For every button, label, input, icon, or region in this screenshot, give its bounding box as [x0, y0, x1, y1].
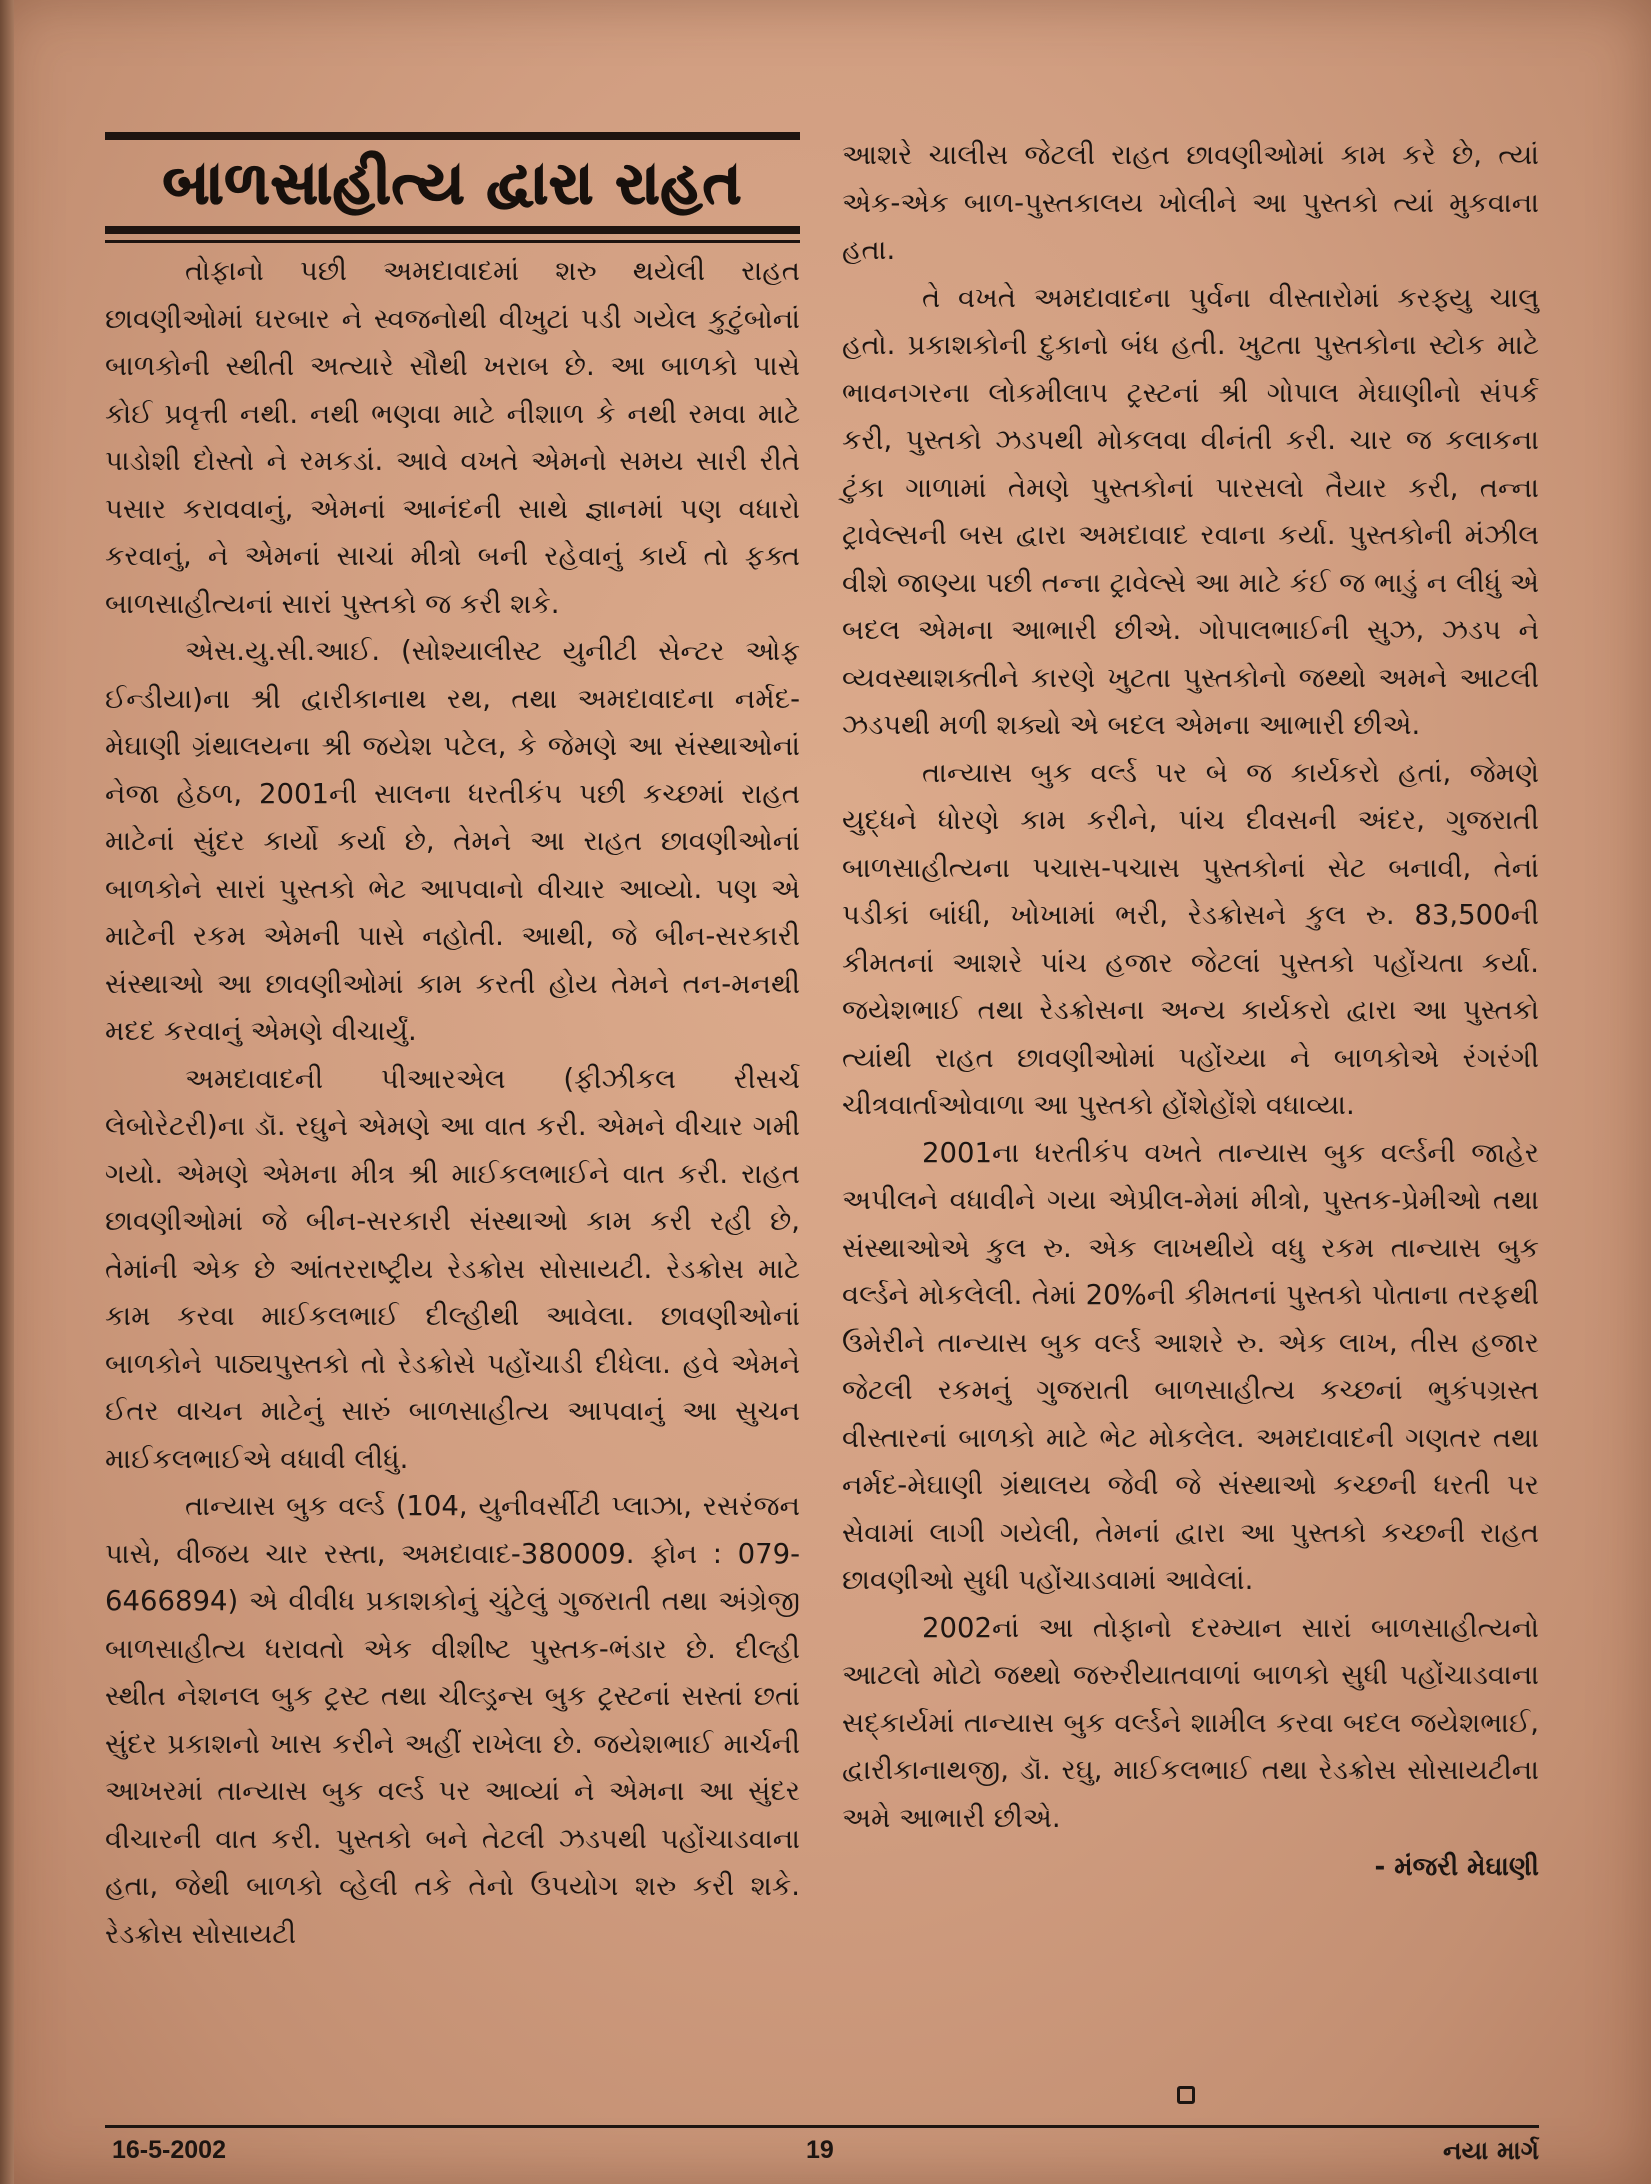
- left-column: [105, 248, 800, 1958]
- author-signature: - મંજરી મેઘાણી: [1374, 1852, 1539, 1882]
- title-top-rule: [105, 132, 800, 140]
- article-title: બાળસાહીત્ય દ્વારા રાહત: [162, 149, 743, 217]
- paragraph: તાન્યાસ બુક વર્લ્ડ પર બે જ કાર્યકરો હતાં, જેમણે યુદ્ધને ધોરણે કામ કરીને, પાંચ દીવસની અંદર, ગુજરાતી બાળસાહીત્યના પચાસ-પચાસ પુસ્તકોનાં સેટ બનાવી, તેનાં પડીકાં બાંધી, ખોખામાં ભરી, રેડક્રોસને કુલ રુ. 83,500ની કીમતનાં આશરે પાંચ હજાર જેટલાં પુસ્તકો પહોંચતા કર્યા. જયેશભાઈ તથા રેડક્રોસના અન્ય કાર્યકરો દ્વારા આ પુસ્તકો ત્યાંથી રાહત છાવણીઓમાં પહોંચ્યા ને બાળકોએ રંગરંગી ચીત્રવાર્તાઓવાળા આ પુસ્તકો હોંશેહોંશે વધાવ્યા.: [842, 756, 1539, 1121]
- footer-rule: [105, 2125, 1539, 2128]
- magazine-name: નયા માર્ગ: [1443, 2136, 1539, 2165]
- paragraph: 2002નાં આ તોફાનો દરમ્યાન સારાં બાળસાહીત્યનો આટલો મોટો જથ્થો જરુરીયાતવાળાં બાળકો સુધી પહોંચાડવાના સદ્કાર્યમાં તાન્યાસ બુક વર્લ્ડને શામીલ કરવા બદલ જયેશભાઈ, દ્વારીકાનાથજી, ડૉ. રઘુ, માઈકલભાઈ તથા રેડક્રોસ સોસાયટીના અમે આભારી છીએ.: [842, 1611, 1539, 1834]
- article-header: [105, 132, 800, 243]
- paragraph: અમદાવાદની પીઆરએલ (ફીઝીકલ રીસર્ચ લેબોરેટરી)ના ડૉ. રઘુને એમણે આ વાત કરી. એમને વીચાર ગમી ગયો. એમણે એમના મીત્ર શ્રી માઈકલભાઈને વાત કરી. રાહત છાવણીઓમાં જે બીન-સરકારી સંસ્થાઓ કામ કરી રહી છે, તેમાંની એક છે આંતરરાષ્ટ્રીય રેડક્રોસ સોસાયટી. રેડક્રોસ માટે કામ કરવા માઈકલભાઈ દીલ્હીથી આવેલા. છાવણીઓનાં બાળકોને પાઠ્યપુસ્તકો તો રેડક્રોસે પહોંચાડી દીધેલા. હવે એમને ઈતર વાચન માટેનું સારું બાળસાહીત્ય આપવાનું આ સુચન માઈકલભાઈએ વધાવી લીધું.: [105, 1062, 800, 1475]
- paragraph-continuation: આશરે ચાલીસ જેટલી રાહત છાવણીઓમાં કામ કરે છે, ત્યાં એક-એક બાળ-પુસ્તકાલય ખોલીને આ પુસ્તકો ત્યાં મુકવાના હતા.: [842, 139, 1539, 266]
- title-bottom-thin-rule: [105, 240, 800, 243]
- paragraph: તોફાનો પછી અમદાવાદમાં શરુ થયેલી રાહત છાવણીઓમાં ઘરબાર ને સ્વજનોથી વીખુટાં પડી ગયેલ કુટુંબોનાં બાળકોની સ્થીતી અત્યારે સૌથી ખરાબ છે. આ બાળકો પાસે કોઈ પ્રવૃત્તી નથી. નથી ભણવા માટે નીશાળ કે નથી રમવા માટે પાડોશી દોસ્તો ને રમકડાં. આવે વખતે એમનો સમય સારી રીતે પસાર કરાવવાનું, એમનાં આનંદની સાથે જ્ઞાનમાં પણ વધારો કરવાનું, ને એમનાં સાચાં મીત્રો બની રહેવાનું કાર્ય તો ફક્ત બાળસાહીત્યનાં સારાં પુસ્તકો જ કરી શકે.: [105, 255, 800, 620]
- paragraph: 2001ના ધરતીકંપ વખતે તાન્યાસ બુક વર્લ્ડની જાહેર અપીલને વધાવીને ગયા એપ્રીલ-મેમાં મીત્રો, પુસ્તક-પ્રેમીઓ તથા સંસ્થાઓએ કુલ રુ. એક લાખથીયે વધુ રકમ તાન્યાસ બુક વર્લ્ડને મોકલેલી. તેમાં 20%ની કીમતનાં પુસ્તકો પોતાના તરફથી ઉમેરીને તાન્યાસ બુક વર્લ્ડ આશરે રુ. એક લાખ, તીસ હજાર જેટલી રકમનું ગુજરાતી બાળસાહીત્ય કચ્છનાં ભુકંપગ્રસ્ત વીસ્તારનાં બાળકો માટે ભેટ મોકલેલ. અમદાવાદની ગણતર તથા નર્મદ-મેઘાણી ગ્રંથાલય જેવી જે સંસ્થાઓ કચ્છની ધરતી પર સેવામાં લાગી ગયેલી, તેમનાં દ્વારા આ પુસ્તકો કચ્છની રાહત છાવણીઓ સુધી પહોંચાડવામાં આવેલાં.: [842, 1136, 1539, 1596]
- right-column: [842, 132, 1539, 1892]
- paragraph: તાન્યાસ બુક વર્લ્ડ (104, યુનીવર્સીટી પ્લાઝા, રસરંજન પાસે, વીજય ચાર રસ્તા, અમદાવાદ-380009. ફોન : 079-6466894) એ વીવીધ પ્રકાશકોનું ચુંટેલું ગુજરાતી તથા અંગ્રેજી બાળસાહીત્ય ધરાવતો એક વીશીષ્ટ પુસ્તક-ભંડાર છે. દીલ્હી સ્થીત નેશનલ બુક ટ્રસ્ટ તથા ચીલ્ડ્રન્સ બુક ટ્રસ્ટનાં સસ્તાં છતાં સુંદર પ્રકાશનો ખાસ કરીને અહીં રાખેલા છે. જયેશભાઈ માર્ચની આખરમાં તાન્યાસ બુક વર્લ્ડ પર આવ્યાં ને એમના આ સુંદર વીચારની વાત કરી. પુસ્તકો બને તેટલી ઝડપથી પહોંચાડવાના હતા, જેથી બાળકો વ્હેલી તકે તેનો ઉપયોગ શરુ કરી શકે. રેડક્રોસ સોસાયટી: [105, 1490, 800, 1950]
- end-of-article-square-icon: [1177, 2086, 1195, 2104]
- title-bottom-rule: [105, 226, 800, 234]
- page-number: 19: [806, 2136, 834, 2164]
- paragraph: તે વખતે અમદાવાદના પુર્વના વીસ્તારોમાં કરફ્યુ ચાલુ હતો. પ્રકાશકોની દુકાનો બંધ હતી. ખુટતા પુસ્તકોના સ્ટોક માટે ભાવનગરના લોકમીલાપ ટ્રસ્ટનાં શ્રી ગોપાલ મેઘાણીનો સંપર્ક કરી, પુસ્તકો ઝડપથી મોકલવા વીનંતી કરી. ચાર જ કલાકના ટુંકા ગાળામાં તેમણે પુસ્તકોનાં પારસલો તૈયાર કરી, તન્ના ટ્રાવેલ્સની બસ દ્વારા અમદાવાદ રવાના કર્યા. પુસ્તકોની મંઝીલ વીશે જાણ્યા પછી તન્ના ટ્રાવેલ્સે આ માટે કંઈ જ ભાડું ન લીધું એ બદલ એમના આભારી છીએ. ગોપાલભાઈની સુઝ, ઝડપ ને વ્યવસ્થાશક્તીને કારણે ખુટતા પુસ્તકોનો જથ્થો અમને આટલી ઝડપથી મળી શક્યો એ બદલ એમના આભારી છીએ.: [842, 281, 1539, 741]
- page-edge-shadow: [0, 0, 14, 2184]
- paragraph: એસ.યુ.સી.આઈ. (સોશ્યાલીસ્ટ યુનીટી સેન્ટર ઓફ ઈન્ડીયા)ના શ્રી દ્વારીકાનાથ રથ, તથા અમદાવાદના નર્મદ-મેઘાણી ગ્રંથાલયના શ્રી જયેશ પટેલ, કે જેમણે આ સંસ્થાઓનાં નેજા હેઠળ, 2001ની સાલના ધરતીકંપ પછી કચ્છમાં રાહત માટેનાં સુંદર કાર્યો કર્યા છે, તેમને આ રાહત છાવણીઓનાં બાળકોને સારાં પુસ્તકો ભેટ આપવાનો વીચાર આવ્યો. પણ એ માટેની રકમ એમની પાસે નહોતી. આથી, જે બીન-સરકારી સંસ્થાઓ આ છાવણીઓમાં કામ કરતી હોય તેમને તન-મનથી મદદ કરવાનું એમણે વીચાર્યું.: [105, 635, 800, 1047]
- issue-date: 16-5-2002: [112, 2136, 226, 2164]
